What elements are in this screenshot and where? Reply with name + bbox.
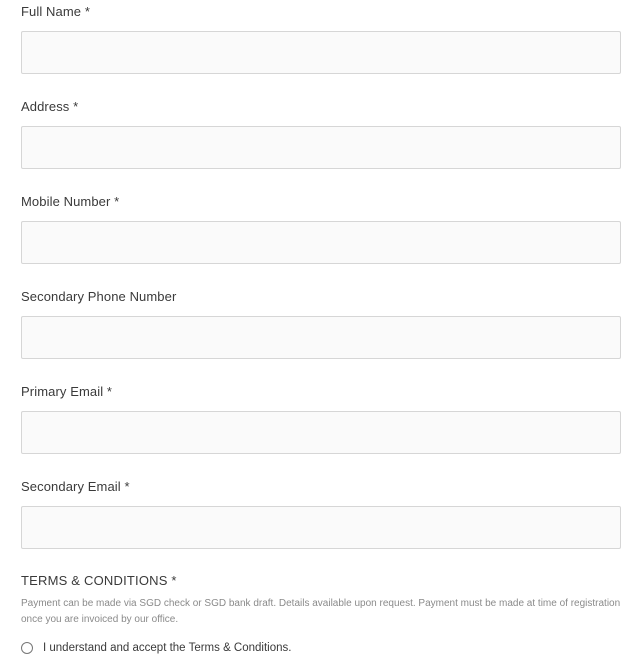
terms-consent-radio[interactable] [21,642,33,654]
full-name-label: Full Name * [21,4,91,19]
primary-email-input[interactable] [21,411,621,454]
primary-email-label: Primary Email * [21,384,113,399]
secondary-email-label: Secondary Email * [21,479,130,494]
mobile-number-field [21,194,621,264]
terms-consent-label[interactable]: I understand and accept the Terms & Conditions. [43,642,292,654]
address-input[interactable] [21,126,621,169]
primary-email-field [21,384,621,454]
terms-section [21,573,621,628]
full-name-field [21,4,621,74]
address-field [21,99,621,169]
secondary-phone-input[interactable] [21,316,621,359]
secondary-email-field [21,479,621,549]
terms-consent[interactable] [21,639,291,657]
secondary-email-input[interactable] [21,506,621,549]
full-name-input[interactable] [21,31,621,74]
terms-description: Payment can be made via SGD check or SGD bank draft. Details available upon request. Payment must be made at time of registration once you are invoiced by our office. [21,598,621,625]
mobile-number-input[interactable] [21,221,621,264]
secondary-phone-label: Secondary Phone Number [21,289,177,304]
mobile-number-label: Mobile Number * [21,194,120,209]
terms-title: TERMS & CONDITIONS * [21,573,177,588]
address-label: Address * [21,99,79,114]
secondary-phone-field [21,289,621,359]
